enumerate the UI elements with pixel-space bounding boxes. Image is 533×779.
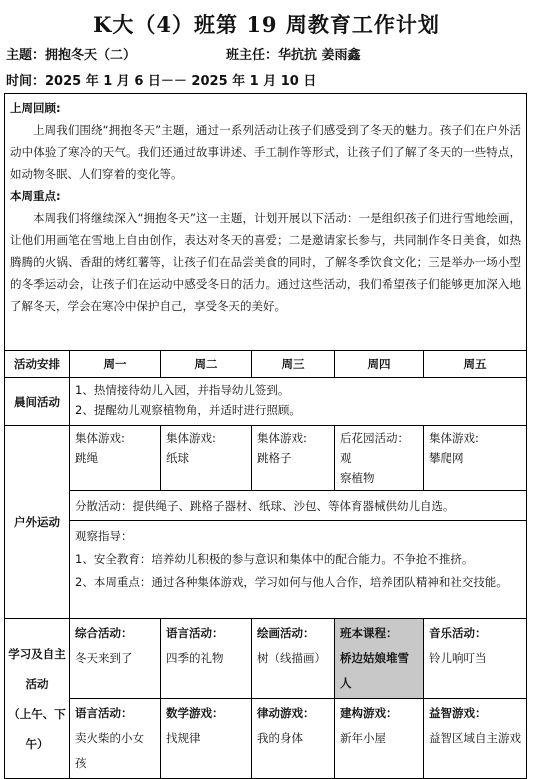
outdoor-game-fri: 集体游戏: 攀爬网 — [424, 426, 527, 491]
observe-line: 1、安全教育：培养幼儿积极的参与意识和集体中的配合能力。不争抢不推挤。 — [75, 552, 474, 566]
morning-cell — [70, 378, 527, 426]
day-tue: 周二 — [161, 351, 252, 378]
theme-label: 主题：拥抱冬天（二） — [6, 48, 137, 63]
review-heading: 上周回顾: — [10, 101, 61, 115]
outdoor-game-tue: 集体游戏: 纸球 — [161, 426, 252, 491]
observe-title: 观察指导： — [75, 529, 133, 543]
learning-fri-2: 益智游戏： 益智区域自主游戏 — [424, 699, 527, 779]
theme-line — [6, 44, 361, 63]
morning-label: 晨间活动 — [5, 378, 70, 426]
day-fri: 周五 — [424, 351, 527, 378]
outdoor-game-wed: 集体游戏: 跳格子 — [252, 426, 335, 491]
day-thu: 周四 — [335, 351, 424, 378]
page-title: K大（4）班第 19 周教育工作计划 — [93, 12, 440, 37]
learning-tue-2: 数学游戏： 找规律 — [161, 699, 252, 779]
focus-text: 本周我们将继续深入“拥抱冬天”这一主题，计划开展以下活动：一是组织孩子们进行雪地绘画，让他们用画笔在雪地上自由创作，表达对冬天的喜爱；二是邀请家长参与，共同制作冬日美食，如热腾腾的火锅、香甜的烤红薯等，让孩子们在品尝美食的同时，了解冬季饮食文化；三是举办一场小型的冬季运动会，让孩子们在运动中感受冬日的活力。通过这些活动，我们希望孩子们能够更加深入地了解冬天，学会在寒冷中保护自己，享受冬天的美好。 — [10, 211, 521, 313]
plan-table — [4, 93, 527, 779]
schedule-header-label: 活动安排 — [5, 351, 70, 378]
learning-wed-2: 律动游戏： 我的身体 — [252, 699, 335, 779]
learning-fri-1: 音乐活动： 铃儿响叮当 — [424, 619, 527, 699]
outdoor-game-mon: 集体游戏: 跳绳 — [70, 426, 161, 491]
focus-heading: 本周重点: — [10, 189, 61, 203]
learning-thu-1: 班本课程： 桥边姑娘堆雪人 — [335, 619, 424, 699]
intro-cell — [5, 94, 527, 351]
outdoor-label: 户外运动 — [5, 426, 70, 619]
day-mon: 周一 — [70, 351, 161, 378]
outdoor-game-thu: 后花园活动：观 察植物 — [335, 426, 424, 491]
observe-line: 2、本周重点：通过各种集体游戏，学习如何与他人合作，培养团队精神和社交技能。 — [75, 575, 508, 589]
outdoor-scatter: 分散活动：提供绳子、跳格子器材、纸球、沙包、等体育器械供幼儿自选。 — [70, 491, 527, 521]
learning-thu-2: 建构游戏： 新年小屋 — [335, 699, 424, 779]
learning-wed-1: 绘画活动： 树（线描画） — [252, 619, 335, 699]
time-label: 时间：2025 年 1 月 6 日－－ 2025 年 1 月 10 日 — [6, 74, 317, 89]
learning-label: 学习及自主 活动 （上午、下 午） — [5, 619, 70, 779]
learning-tue-1: 语言活动： 四季的礼物 — [161, 619, 252, 699]
morning-line: 2、提醒幼儿观察植物角，并适时进行照顾。 — [75, 403, 301, 417]
teacher-label: 班主任：华抗抗 姜雨鑫 — [226, 48, 361, 63]
day-wed: 周三 — [252, 351, 335, 378]
review-text: 上周我们围绕“拥抱冬天”主题，通过一系列活动让孩子们感受到了冬天的魅力。孩子们在户外活动中体验了寒冷的天气。我们还通过故事讲述、手工制作等形式，让孩子们了解了冬天的一些特点，如动物冬眠、人们穿着的变化等。 — [10, 123, 521, 181]
outdoor-observe — [70, 521, 527, 619]
learning-mon-1: 综合活动： 冬天来到了 — [70, 619, 161, 699]
learning-mon-2: 语言活动： 卖火柴的小女孩 — [70, 699, 161, 779]
morning-line: 1、热情接待幼儿入园，并指导幼儿签到。 — [75, 383, 290, 397]
